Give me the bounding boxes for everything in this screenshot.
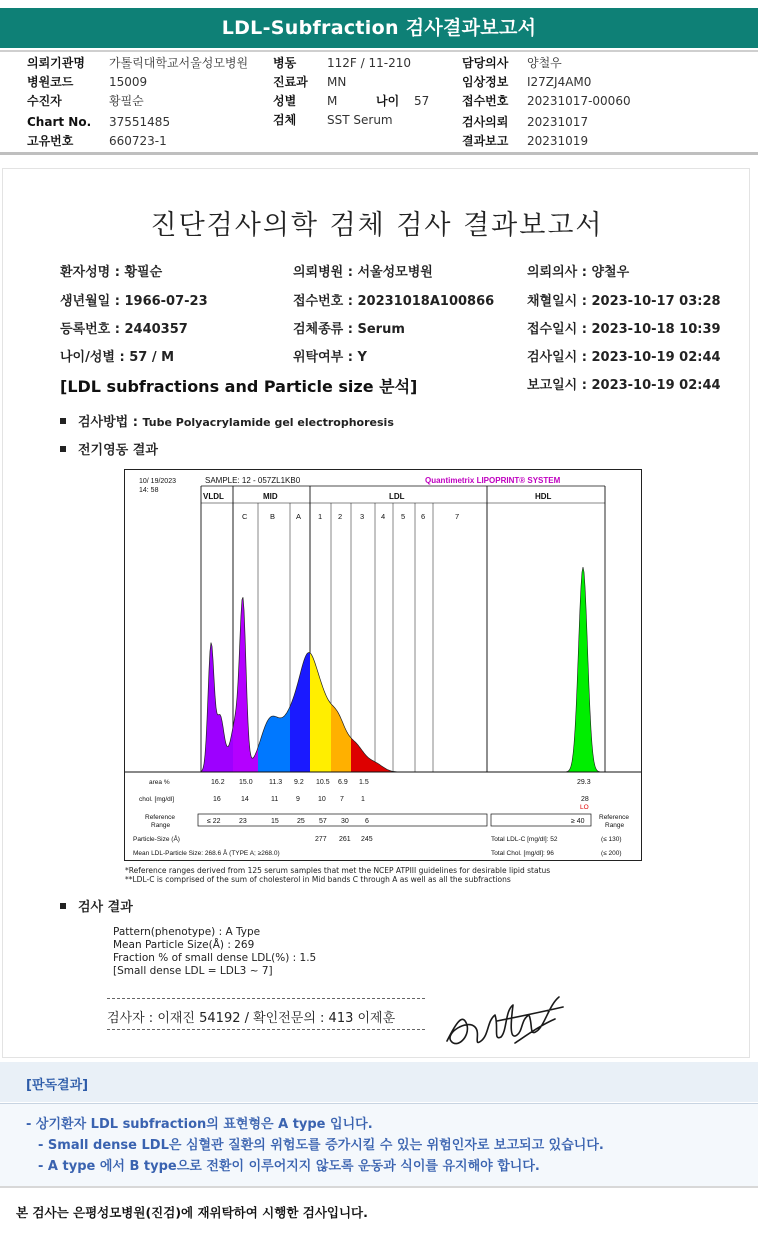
area-value: 9.2 xyxy=(294,779,304,786)
patient-name: 환자성명 : 황필순 xyxy=(60,265,163,280)
curve-segment-0 xyxy=(201,643,233,772)
test-time: 검사일시 : 2023-10-19 02:44 xyxy=(527,350,721,365)
particle-size-label: Particle-Size (Å) xyxy=(133,836,180,843)
signature-bottom-rule xyxy=(107,1029,425,1030)
total-ldl: Total LDL-C [mg/dl]: 52 xyxy=(491,836,558,843)
outsourcing-footer: 본 검사는 은평성모병원(진검)에 재위탁하여 시행한 검사입니다. xyxy=(16,1205,368,1220)
curve-segment-3 xyxy=(290,653,310,773)
particle-size-value: 277 xyxy=(315,836,327,843)
area-value: 6.9 xyxy=(338,779,348,786)
label-physician: 담당의사 xyxy=(462,56,509,70)
hdl-low-flag: LO xyxy=(580,804,589,811)
label-result-report: 결과보고 xyxy=(462,134,509,148)
value-clinical-info: I27ZJ4AM0 xyxy=(527,75,592,89)
report-title-bar xyxy=(0,8,758,48)
band-label-5: 5 xyxy=(401,512,406,521)
reference-value: ≤ 22 xyxy=(207,818,221,825)
chol-value: 1 xyxy=(361,796,365,803)
note-line: **LDL-C is comprised of the sum of cholesterol in Mid bands C through A as well as all the subfractions xyxy=(125,875,511,884)
electrophoresis-label: 전기영동 결과 xyxy=(78,443,158,458)
value-sex: M xyxy=(327,94,338,108)
area-value: 1.5 xyxy=(359,779,369,786)
curve-segment-5 xyxy=(331,704,351,772)
electrophoresis-chart xyxy=(124,469,642,861)
mean-particle-size: Mean LDL-Particle Size: 268.6 Å (TYPE A; ≥268.0) xyxy=(133,850,280,857)
label-department: 진료과 xyxy=(273,75,308,89)
chol-value: 11 xyxy=(271,796,279,803)
label-receipt-number: 접수번호 xyxy=(462,94,509,108)
bullet-icon xyxy=(60,446,66,452)
row-label-chol: chol. [mg/dl] xyxy=(139,796,175,803)
requesting-hospital: 의뢰병원 : 서울성모병원 xyxy=(293,265,433,280)
requesting-doctor: 의뢰의사 : 양철우 xyxy=(527,265,630,280)
band-label-2: 2 xyxy=(338,512,343,521)
footer-divider xyxy=(0,1186,758,1188)
report-panel xyxy=(2,168,750,1058)
value-specimen: SST Serum xyxy=(327,113,393,127)
row-label-ref-right: Reference xyxy=(599,814,629,821)
band-label-7: 7 xyxy=(455,512,460,521)
total-chol-ref: (≤ 200) xyxy=(601,850,622,857)
row-label-area: area % xyxy=(149,779,170,786)
group-label-mid: MID xyxy=(263,492,278,501)
value-age: 57 xyxy=(414,94,430,108)
collection-time: 채혈일시 : 2023-10-17 03:28 xyxy=(527,294,721,309)
label-clinical-info: 임상정보 xyxy=(462,75,509,89)
method-line xyxy=(60,411,394,430)
label-chart-no: Chart No. xyxy=(27,115,92,129)
area-value: 15.0 xyxy=(239,779,253,786)
label-test-request: 검사의뢰 xyxy=(462,115,509,129)
result-mean-size: Mean Particle Size(Å) : 269 xyxy=(113,939,255,951)
note-line: *Reference ranges derived from 125 serum samples that met the NCEP ATPIII guidelines for desirable lipid status xyxy=(125,866,551,875)
reference-value: 30 xyxy=(341,818,349,825)
received-time: 접수일시 : 2023-10-18 10:39 xyxy=(527,322,721,337)
chart-svg xyxy=(125,470,641,860)
interpretation-line-1: - 상기환자 LDL subfraction의 표현형은 A type 입니다. xyxy=(26,1117,373,1132)
method-value: Tube Polyacrylamide gel electrophoresis xyxy=(142,416,394,429)
bullet-icon xyxy=(60,903,66,909)
interpretation-line-3: - A type 에서 B type으로 전환이 이루어지지 않도록 운동과 식이를 유지해야 합니다. xyxy=(38,1159,540,1174)
hdl-peak xyxy=(565,567,603,772)
curve-segment-6 xyxy=(351,738,375,772)
label-specimen: 검체 xyxy=(273,113,297,127)
chol-value: 16 xyxy=(213,796,221,803)
value-receipt-number: 20231017-00060 xyxy=(527,94,631,108)
total-chol: Total Chol. [mg/dl]: 96 xyxy=(491,850,554,857)
chol-value: 9 xyxy=(296,796,300,803)
title-divider xyxy=(0,50,758,52)
result-small-dense-fraction: Fraction % of small dense LDL(%) : 1.5 xyxy=(113,952,317,964)
value-chart-no: 37551485 xyxy=(109,115,171,129)
label-examinee: 수진자 xyxy=(27,94,62,108)
value-department: MN xyxy=(327,75,347,89)
curve-segment-1 xyxy=(233,597,258,772)
report-document-title: 진단검사의학 검체 검사 결과보고서 xyxy=(150,210,604,241)
chart-date: 10/ 19/2023 xyxy=(139,478,176,485)
chart-time: 14: 58 xyxy=(139,487,159,494)
reference-value: 25 xyxy=(297,818,305,825)
value-requesting-institution: 가톨릭대학교서울성모병원 xyxy=(109,56,249,70)
chart-brand: Quantimetrix LIPOPRINT® SYSTEM xyxy=(425,476,561,485)
group-label-ldl: LDL xyxy=(389,492,405,501)
registration-number: 등록번호 : 2440357 xyxy=(60,322,188,337)
row-label-ref-right-2: Range xyxy=(605,822,625,829)
reference-value: 6 xyxy=(365,818,369,825)
particle-size-value: 245 xyxy=(361,836,373,843)
label-sex: 성별 xyxy=(273,94,297,108)
value-result-report: 20231019 xyxy=(527,134,589,148)
interpretation-line-2: - Small dense LDL은 심혈관 질환의 위험도를 증가시킬 수 있는 위험인자로 보고되고 있습니다. xyxy=(38,1138,604,1153)
chol-value: 14 xyxy=(241,796,249,803)
label-requesting-institution: 의뢰기관명 xyxy=(27,56,85,70)
band-label-A: A xyxy=(296,512,302,521)
interpretation-label: [판독결과] xyxy=(26,1078,89,1093)
value-hospital-code: 15009 xyxy=(109,75,148,89)
value-test-request: 20231017 xyxy=(527,115,589,129)
band-label-B: B xyxy=(270,512,276,521)
band-label-4: 4 xyxy=(381,512,386,521)
chart-sample-id: SAMPLE: 12 - 057ZL1KB0 xyxy=(205,476,301,485)
header-divider xyxy=(0,152,758,155)
electrophoresis-line xyxy=(60,439,158,458)
band-label-1: 1 xyxy=(318,512,323,521)
reference-value: ≥ 40 xyxy=(571,818,585,825)
particle-size-value: 261 xyxy=(339,836,351,843)
result-small-dense-definition: [Small dense LDL = LDL3 ~ 7] xyxy=(113,965,273,977)
method-label: 검사방법 : xyxy=(78,415,143,430)
band-label-C: C xyxy=(242,512,248,521)
report-main-title: LDL-Subfraction 검사결과보고서 xyxy=(221,17,537,39)
signature-top-rule xyxy=(107,998,425,999)
area-value: 29.3 xyxy=(577,779,591,786)
band-label-3: 3 xyxy=(360,512,365,521)
chol-value: 7 xyxy=(340,796,344,803)
result-section-line xyxy=(60,896,133,915)
group-label-vldl: VLDL xyxy=(203,492,224,501)
value-physician: 양철우 xyxy=(527,56,562,70)
handwritten-signature-icon xyxy=(437,991,567,1057)
result-pattern: Pattern(phenotype) : A Type xyxy=(113,926,261,938)
outsourced-flag: 위탁여부 : Y xyxy=(293,350,367,365)
chol-value: 10 xyxy=(318,796,326,803)
analysis-section-title: [LDL subfractions and Particle size 분석] xyxy=(60,377,418,396)
signature-text: 검사자 : 이재진 54192 / 확인전문의 : 413 이제훈 xyxy=(107,1011,396,1026)
label-age: 나이 xyxy=(376,94,400,108)
reference-value: 57 xyxy=(319,818,327,825)
value-ward: 112F / 11-210 xyxy=(327,56,411,70)
group-label-hdl: HDL xyxy=(535,492,552,501)
birth-date: 생년월일 : 1966-07-23 xyxy=(60,294,208,309)
label-ward: 병동 xyxy=(273,56,297,70)
area-value: 16.2 xyxy=(211,779,225,786)
value-examinee: 황필순 xyxy=(109,94,144,108)
reference-value: 15 xyxy=(271,818,279,825)
reference-notes xyxy=(125,866,550,884)
area-value: 11.3 xyxy=(269,779,283,786)
row-label-ref-2: Range xyxy=(151,822,171,829)
specimen-type: 검체종류 : Serum xyxy=(293,322,405,337)
label-hospital-code: 병원코드 xyxy=(27,75,74,89)
row-label-ref: Reference xyxy=(145,814,175,821)
area-value: 10.5 xyxy=(316,779,330,786)
label-unique-number: 고유번호 xyxy=(27,134,74,148)
interpretation-header xyxy=(0,1062,758,1102)
band-label-6: 6 xyxy=(421,512,426,521)
request-info-header xyxy=(0,54,758,150)
result-section-label: 검사 결과 xyxy=(78,900,133,915)
value-unique-number: 660723-1 xyxy=(109,134,167,148)
total-ldl-ref: (≤ 130) xyxy=(601,836,622,843)
age-sex: 나이/성별 : 57 / M xyxy=(60,350,175,365)
bullet-icon xyxy=(60,418,66,424)
chol-value: 28 xyxy=(581,796,589,803)
accession-number: 접수번호 : 20231018A100866 xyxy=(293,294,495,309)
reference-value: 23 xyxy=(239,818,247,825)
curve-segment-4 xyxy=(310,653,331,772)
result-summary xyxy=(113,926,316,978)
report-time: 보고일시 : 2023-10-19 02:44 xyxy=(527,378,721,393)
